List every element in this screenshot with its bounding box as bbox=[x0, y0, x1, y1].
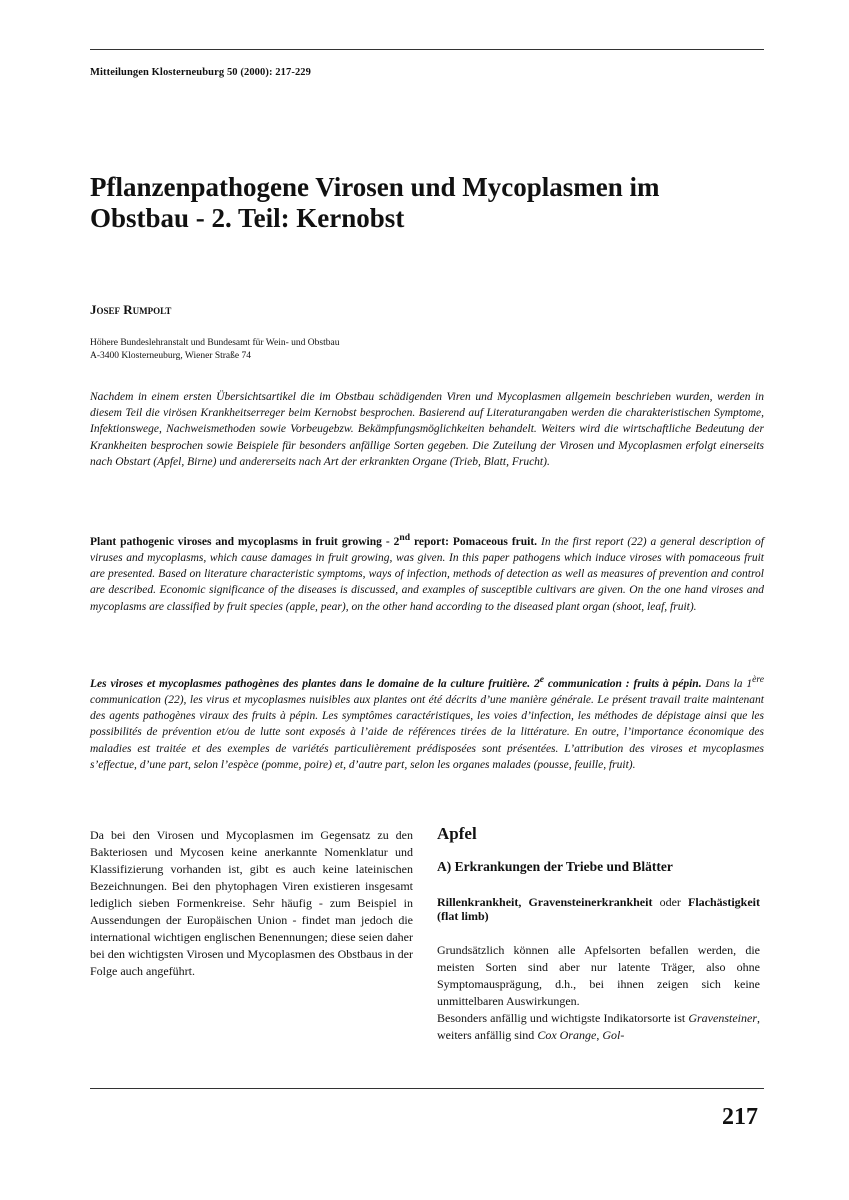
journal-citation: Mitteilungen Klosterneuburg 50 (2000): 217-229 bbox=[90, 67, 311, 78]
body-paragraph: Da bei den Virosen und Mycoplasmen im Gegensatz zu den Bakteriosen und Mycosen keine anerkannte Nomenklatur und Klassifizierung vorhanden ist, gibt es auch keine lateinischen Bezeichnungen. Bei den phytophagen Viren existieren insgesamt lediglich sieben Formenkreise. Sehr häufig - zum Beispiel in Aussendungen der Europäischen Union - findet man jedoch die international wichtigen englischen Benennungen; diese seien daher bei den wichtigsten Virosen und Mycoplasmen des Obstbaus in der Folge auch angeführt. bbox=[90, 828, 413, 978]
disease-heading bbox=[437, 895, 760, 923]
abstract-english-title bbox=[90, 532, 538, 548]
body-text: Besonders anfällig und wichtigste Indikatorsorte ist bbox=[437, 1011, 689, 1025]
section-heading-apfel: Apfel bbox=[437, 824, 477, 843]
body-paragraph: Grundsätzlich können alle Apfelsorten befallen werden, die meisten Sorten sind aber nur latente Träger, also ohne Symptomausprägung, d.h., bei ihnen zeigen sich keine unmittelbaren Auswirkungen. bbox=[437, 943, 760, 1008]
body-text: , bbox=[596, 1028, 603, 1042]
author-name: Josef Rumpolt bbox=[90, 302, 172, 317]
abstract-french-text: communication (22), les virus et mycoplasmes nuisibles aux plantes ont été décrits d’une manière générale. Le présent travail traite maintenant des agents pathogènes viraux des fruits à pépin. Les symptômes caractéristiques, les voies d’infection, les méthodes de dépistage ainsi que les possibilités de prévention et/ou de lutte sont exposés à l’aide de références tirées de la littérature. En outre, l’importance économique des maladies est traitée et des exemples de variétés particulièrement prédisposées sont présentées. L’attribution des viroses et mycoplasmes s’effectue, d’une part, selon l’espèce (pomme, poire) et, d’autre part, selon les organes malades (pousse, feuille, fruit). bbox=[90, 694, 764, 771]
disease-heading-bold: Rillenkrankheit, Gravensteinerkrankheit bbox=[437, 895, 653, 909]
affiliation-line: A-3400 Klosterneuburg, Wiener Straße 74 bbox=[90, 351, 251, 361]
body-text: , weiters anfällig sind bbox=[437, 1011, 760, 1042]
abstract-english bbox=[90, 530, 764, 615]
affiliation bbox=[90, 337, 339, 363]
footer-rule bbox=[90, 1088, 764, 1089]
body-column-left bbox=[90, 827, 413, 980]
header-rule bbox=[90, 49, 764, 50]
abstract-french-title-text: communication : fruits à pépin. bbox=[543, 677, 702, 690]
subsection-heading: A) Erkrankungen der Triebe und Blätter bbox=[437, 859, 673, 874]
superscript: ère bbox=[752, 674, 764, 685]
cultivar-name: Gol- bbox=[602, 1028, 625, 1042]
article-title: Pflanzenpathogene Virosen und Mycoplasmen im Obstbau - 2. Teil: Kernobst bbox=[90, 172, 660, 233]
page-number: 217 bbox=[722, 1104, 758, 1130]
affiliation-line: Höhere Bundeslehranstalt und Bundesamt für Wein- und Obstbau bbox=[90, 338, 340, 348]
superscript: nd bbox=[399, 532, 411, 543]
abstract-english-title-text: report: Pomaceous fruit. bbox=[410, 535, 538, 548]
abstract-english-title-text: Plant pathogenic viroses and mycoplasms in fruit growing - 2 bbox=[90, 535, 400, 548]
cultivar-name: Cox Orange bbox=[537, 1028, 597, 1042]
disease-heading-bold: Flachästigkeit (flat limb) bbox=[437, 895, 760, 923]
abstract-german: Nachdem in einem ersten Übersichtsartikel die im Obstbau schädigenden Viren und Mycoplasmen allgemein beschrieben wurden, werden in diesem Teil die virösen Krankheitserreger beim Kernobst besprochen. Basierend auf Literaturangaben werden die charakteristischen Symptome, Infektionswege, Nachweismethoden sowie Vorbeugebzw. Bekämpfungsmöglichkeiten behandelt. Weiters wird die wirtschaftliche Bedeutung der Krankheiten besprochen sowie Beispiele für besonders anfällige Sorten gegeben. Die Zuteilung der Virosen und Mycoplasmen erfolgt einerseits nach Obstart (Apfel, Birne) und andererseits nach Art der erkrankten Organe (Trieb, Blatt, Frucht). bbox=[90, 391, 764, 468]
cultivar-name: Gravensteiner bbox=[688, 1011, 757, 1025]
abstract-french-title-text: Les viroses et mycoplasmes pathogènes des plantes dans le domaine de la culture fruitière. 2 bbox=[90, 677, 540, 690]
body-paragraph bbox=[437, 1010, 760, 1044]
abstract-english-text: In the first report (22) a general description of viruses and mycoplasms, which cause damages in fruit growing, was given. In this paper pathogens which induce viroses with pomaceous fruit are presented. Based on literature characteristic symptoms, ways of infection, methods of detection as well as measures of prevention and control are described. Economic significance of the diseases is discussed, and examples of susceptible cultivars are given. On the one hand viroses and mycoplasms are classified by fruit species (apple, pear), on the other hand according to the diseased plant organ (shoot, leaf, fruit). bbox=[90, 535, 764, 613]
abstract-french-title bbox=[90, 674, 702, 690]
superscript: e bbox=[539, 674, 544, 685]
abstract-french-text: Dans la 1 bbox=[701, 677, 753, 690]
disease-heading-conjunction: oder bbox=[652, 895, 688, 909]
body-column-right bbox=[437, 824, 760, 1044]
abstract-french bbox=[90, 672, 764, 773]
